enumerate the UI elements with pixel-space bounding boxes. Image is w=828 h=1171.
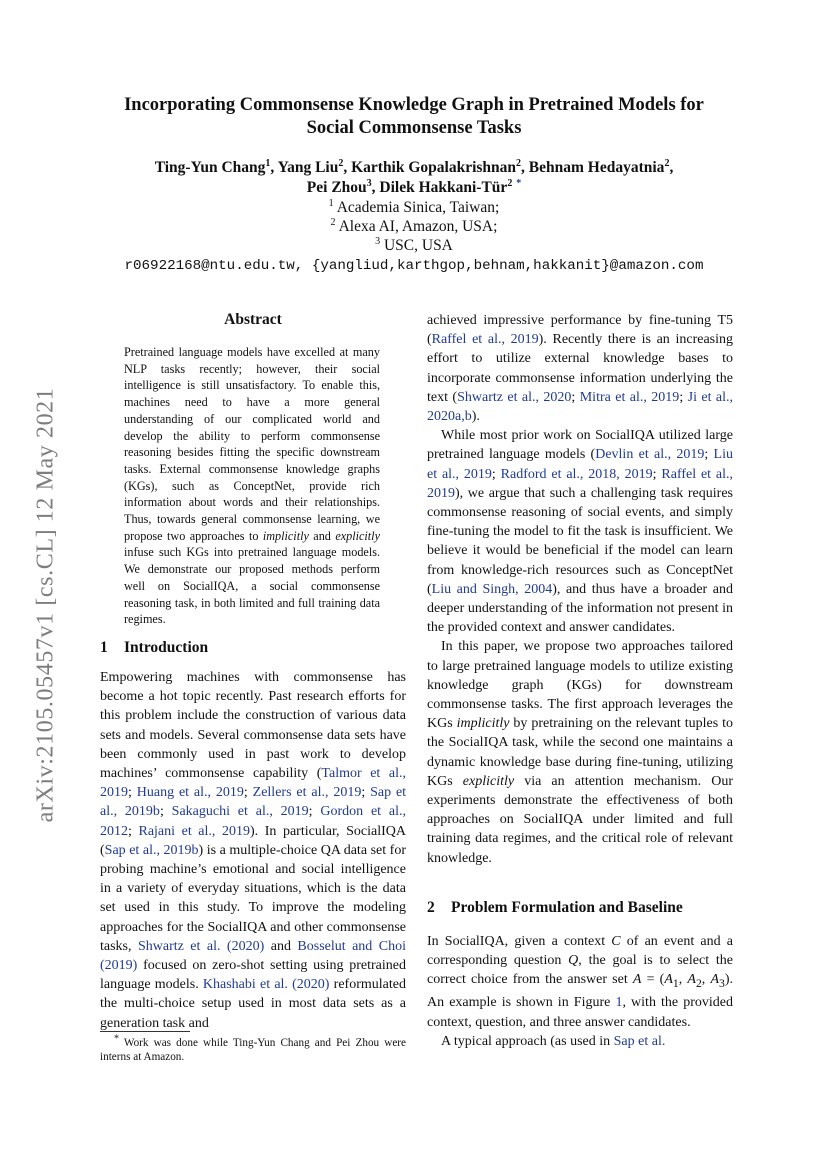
text-run: infuse such KGs into pretrained language models. We demonstrate our proposed methods perform well on SocialIQA, a social commonsense reasoning task, in both limited and full training data regimes.: [124, 545, 380, 627]
title-line-2: Social Commonsense Tasks: [306, 118, 522, 138]
paragraph: [427, 637, 733, 867]
subscript: 1: [672, 977, 679, 991]
affiliation-marker: 2: [338, 157, 344, 169]
text-run: ;: [128, 785, 137, 801]
text-run: ;: [361, 785, 371, 801]
introduction-body: [100, 668, 406, 1033]
text-run: A typical approach (as used in: [441, 1033, 614, 1049]
affiliation-marker: 3: [375, 235, 381, 247]
citation-link[interactable]: Mitra et al., 2019: [579, 389, 680, 405]
text-run: and: [308, 528, 336, 543]
section-number: 2: [427, 899, 435, 916]
text-run: ;: [571, 389, 580, 405]
citation-link[interactable]: Gordon et al., 2012: [100, 804, 407, 839]
citation-link[interactable]: Talmor et al., 2019: [100, 766, 406, 801]
citation-link[interactable]: Bosselut and Choi (2019): [100, 938, 406, 974]
emphasis-text: explicitly: [335, 528, 380, 543]
emphasis-text: A: [632, 972, 642, 988]
citation-link[interactable]: Sap et al.: [613, 1033, 666, 1049]
affiliation-marker: 2: [330, 216, 336, 228]
text-run: ;: [243, 785, 253, 801]
citation-link[interactable]: Shwartz et al., 2020: [457, 389, 572, 405]
citation-link[interactable]: Raffel et al., 2019: [431, 332, 539, 348]
affiliation-marker: 2: [516, 157, 522, 169]
affiliation-text: USC, USA: [383, 237, 453, 254]
footnote-link[interactable]: *: [516, 177, 522, 189]
paragraph: [427, 426, 733, 637]
citation-link[interactable]: Sap et al., 2019b: [104, 842, 199, 858]
author-name: Ting-Yun Chang: [154, 159, 266, 176]
affiliation-marker: 2: [664, 157, 670, 169]
affiliation-2: [60, 217, 768, 236]
text-run: ;: [128, 823, 139, 839]
text-run: = (: [641, 972, 665, 988]
author-line-1: Ting-Yun Chang$^1$, Yang Liu$^2$, Karthik Gopalakrishnan$^2$, Behnam Hedayatnia$^2$,: [154, 157, 674, 176]
text-run: ;: [679, 389, 688, 405]
text-run: ,: [701, 972, 711, 988]
text-run: , with the provided context, question, and three answer candidates.: [427, 995, 733, 1030]
paragraph: [427, 1032, 733, 1051]
emphasis-text: A: [687, 972, 696, 988]
author-name: Dilek Hakkani-Tür: [379, 179, 508, 196]
section-heading-introduction: [100, 639, 208, 657]
text-run: via an attention mechanism. Our experiments demonstrate the effectiveness of both approaches on SocialIQA under limited and full training data regimes, and the critical role of relevant knowledge.: [427, 773, 733, 866]
text-run: ).: [471, 409, 480, 425]
citation-link[interactable]: 1: [615, 995, 623, 1011]
paper-title: [60, 94, 768, 140]
footnote: [100, 1033, 406, 1064]
text-run: In this paper, we propose two approaches tailored to large pretrained language models to utilize existing knowledge graph (KGs) for downstream commonsense tasks. The first approach leverages the KGs: [427, 639, 733, 732]
subscript: 2: [695, 977, 702, 991]
arxiv-stamp-text: arXiv:2105.05457v1 [cs.CL] 12 May 2021: [32, 387, 59, 823]
citation-link[interactable]: Sap et al., 2019b: [100, 785, 407, 820]
title-line-1: Incorporating Commonsense Knowledge Graph in Pretrained Models for: [124, 95, 704, 115]
text-run: ;: [652, 466, 662, 482]
text-run: Empowering machines with commonsense has become a hot topic recently. Past research efforts for this problem include the construction of various data sets and models. Several commonsense data sets have been commonly used in past work to develop machines’ commonsense capability (: [100, 670, 406, 782]
section-2-body: [427, 932, 733, 1051]
section-number: 1: [100, 639, 108, 656]
emphasis-text: C: [611, 934, 621, 949]
author-list: [60, 158, 768, 198]
affiliation-marker: 1: [265, 157, 271, 169]
citation-link[interactable]: Rajani et al., 2019: [138, 823, 250, 839]
text-run: ,: [678, 972, 688, 988]
paragraph: [427, 932, 733, 1032]
text-run: by pretraining on the relevant tuples to the SocialIQA task, while the second one maintains a dynamic knowledge base during fine-tuning, utilizing KGs: [427, 716, 733, 789]
abstract-heading: Abstract: [224, 311, 282, 328]
author-name: Yang Liu: [277, 159, 339, 176]
citation-link[interactable]: Liu et al., 2019: [427, 447, 733, 482]
text-run: achieved impressive performance by fine-tuning T5 (: [427, 313, 733, 348]
text-run: ) is a multiple-choice QA data set for probing machine’s emotional and social intelligence in a variety of everyday situations, which is the data set used in this study. To improve the modeling approaches for the SocialIQA and other commonsense tasks,: [100, 842, 406, 954]
emphasis-text: A: [710, 972, 720, 988]
paragraph: [427, 311, 733, 426]
paragraph: [100, 668, 406, 1033]
text-run: ;: [308, 804, 321, 820]
footnote-divider: [100, 1031, 190, 1032]
text-run: reformulated the multi-choice setup used in most data sets as a generation task and: [100, 977, 406, 1031]
affiliation-1: [60, 198, 768, 217]
author-name: Behnam Hedayatnia: [528, 159, 665, 176]
text-run: ), and thus have a broader and deeper understanding of the information not present in the provided context and answer candidates.: [427, 581, 733, 636]
text-run: , the goal is to select the correct choice from the answer set: [427, 953, 733, 988]
citation-link[interactable]: Liu and Singh, 2004: [431, 581, 553, 597]
text-run: focused on zero-shot setting using pretrained language models.: [100, 958, 406, 993]
right-column-body: [427, 311, 733, 868]
citation-link[interactable]: Raffel et al., 2019: [427, 466, 734, 501]
text-run: While most prior work on SocialIQA utilized large pretrained language models (: [427, 428, 733, 463]
footnote-text: Work was done while Ting-Yun Chang and Pei Zhou were interns at Amazon.: [100, 1037, 406, 1063]
text-run: In SocialIQA, given a context: [427, 934, 612, 949]
text-run: Pretrained language models have excelled at many NLP tasks recently; however, their social intelligence is still unsatisfactory. To enable this, machines need to have a more general understanding of our complicated world and develop the ability to perform commonsense reasoning besides fitting the specific downstream tasks. External commonsense knowledge graphs (KGs), such as ConceptNet, provide rich information about words and their relationships. Thus, towards general commonsense learning, we propose two approaches to: [124, 345, 380, 543]
citation-link[interactable]: Khashabi et al. (2020): [202, 977, 330, 993]
subscript: 3: [719, 977, 725, 991]
text-run: ). An example is shown in Figure: [427, 972, 734, 1011]
text-run: ;: [491, 466, 501, 482]
section-title: Introduction: [124, 639, 209, 656]
author-line-2: Pei Zhou$^3$, Dilek Hakkani-Tür$^2$ *: [306, 177, 522, 196]
citation-link[interactable]: Sakaguchi et al., 2019: [171, 804, 309, 820]
text-run: ), we argue that such a challenging task requires commonsense reasoning of social events, and simply fine-tuning the model to fit the task is insufficient. We believe it would be beneficial if the model can learn from knowledge-rich resources such as ConceptNet (: [427, 485, 733, 597]
citation-link[interactable]: Radford et al., 2018, 2019: [500, 466, 653, 482]
section-heading-problem-formulation: [427, 899, 683, 917]
text-run: of an event and a corresponding question: [427, 934, 733, 969]
author-name: Pei Zhou: [306, 179, 367, 196]
citation-link[interactable]: Huang et al., 2019: [136, 785, 244, 801]
emphasis-text: Q: [568, 953, 579, 969]
text-run: and: [264, 938, 298, 954]
citation-link[interactable]: Zellers et al., 2019: [252, 785, 362, 801]
affiliation-marker: 3: [366, 177, 372, 189]
emphasis-text: implicitly: [456, 716, 510, 732]
emphasis-text: explicitly: [462, 773, 515, 789]
citation-link[interactable]: Shwartz et al. (2020): [137, 938, 265, 954]
affiliation-marker: 2: [507, 177, 513, 189]
text-run: ). In particular, SocialIQA (: [100, 823, 406, 858]
emphasis-text: A: [664, 972, 673, 988]
affiliation-3: [60, 236, 768, 255]
text-run: ). Recently there is an increasing effort to utilize external knowledge bases to incorporate commonsense information underlying the text (: [427, 332, 734, 405]
author-emails: r06922168@ntu.edu.tw, {yangliud,karthgop,behnam,hakkanit}@amazon.com: [124, 258, 704, 274]
text-run: ;: [704, 447, 714, 463]
abstract-body: [124, 344, 380, 628]
author-name: Karthik Gopalakrishnan: [351, 159, 517, 176]
affiliation-text: Alexa AI, Amazon, USA;: [338, 218, 498, 235]
section-title: Problem Formulation and Baseline: [451, 899, 683, 916]
affiliation-text: Academia Sinica, Taiwan;: [336, 199, 500, 216]
affiliation-marker: 1: [328, 197, 334, 209]
citation-link[interactable]: Devlin et al., 2019: [595, 447, 705, 463]
text-run: ;: [159, 804, 172, 820]
citation-link[interactable]: Ji et al., 2020a,b: [427, 389, 734, 425]
footnote-mark: *: [114, 1033, 119, 1045]
arxiv-identifier-stamp: [0, 0, 59, 823]
affiliations: [60, 198, 768, 255]
emphasis-text: implicitly: [262, 528, 309, 543]
